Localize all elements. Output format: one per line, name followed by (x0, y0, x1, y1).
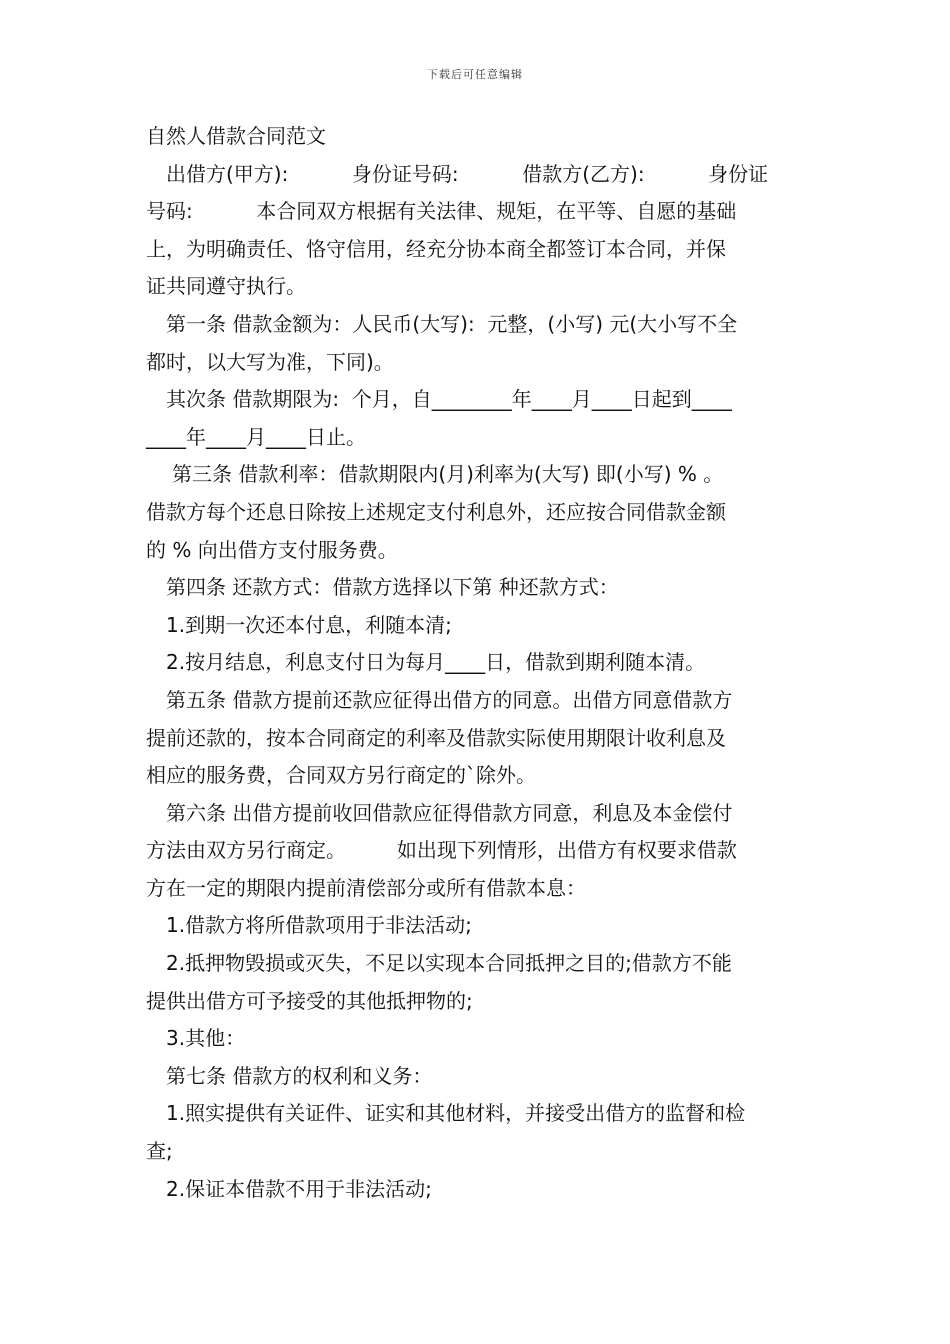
paragraph-line: 上，为明确责任、恪守信用，经充分协本商全都签订本合同，并保 (146, 236, 726, 261)
list-item: 1.到期一次还本付息，利随本清; (166, 612, 452, 637)
paragraph-line: 查; (146, 1139, 173, 1164)
list-item: 1.借款方将所借款项用于非法活动; (166, 913, 472, 938)
paragraph-line: 方法由双方另行商定。 如出现下列情形，出借方有权要求借款 (146, 838, 737, 863)
list-item: 2.保证本借款不用于非法活动; (166, 1176, 432, 1201)
paragraph-line: 号码: 本合同双方根据有关法律、规矩，在平等、自愿的基础 (146, 199, 737, 224)
list-item: 1.照实提供有关证件、证实和其他材料，并接受出借方的监督和检 (166, 1101, 746, 1126)
paragraph-line: 第七条 借款方的权利和义务： (166, 1063, 433, 1088)
document-title: 自然人借款合同范文 (146, 124, 326, 148)
paragraph-line: 其次条 借款期限为: 个月，自________年____月____日起到____ (166, 387, 732, 412)
list-item: 3.其他： (166, 1026, 246, 1051)
paragraph-line: 提前还款的，按本合同商定的利率及借款实际使用期限计收利息及 (146, 725, 726, 750)
paragraph-line: 提供出借方可予接受的其他抵押物的; (146, 988, 473, 1013)
paragraph-line: 第六条 出借方提前收回借款应征得借款方同意，利息及本金偿付 (166, 800, 733, 825)
paragraph-line: 证共同遵守执行。 (146, 274, 306, 299)
paragraph-line: 借款方每个还息日除按上述规定支付利息外，还应按合同借款金额 (146, 499, 726, 524)
paragraph-line: 第一条 借款金额为：人民币(大写): 元整，(小写) 元(大小写不全 (166, 311, 738, 336)
paragraph-line: 第五条 借款方提前还款应征得出借方的同意。出借方同意借款方 (166, 687, 733, 712)
paragraph-line: 第四条 还款方式：借款方选择以下第 种还款方式： (166, 575, 619, 600)
paragraph-line: 相应的服务费，合同双方另行商定的`除外。 (146, 763, 536, 788)
paragraph-line: 的 % 向出借方支付服务费。 (146, 537, 398, 562)
paragraph-line: 出借方(甲方): 身份证号码: 借款方(乙方): 身份证 (166, 161, 769, 186)
paragraph-line: ____年____月____日止。 (146, 424, 366, 449)
list-item: 2.按月结息，利息支付日为每月____日，借款到期利随本清。 (166, 650, 706, 675)
paragraph-line: 第三条 借款利率：借款期限内(月)利率为(大写) 即(小写) % 。 (172, 462, 724, 487)
paragraph-line: 都时，以大写为准，下同)。 (146, 349, 394, 374)
list-item: 2.抵押物毁损或灭失，不足以实现本合同抵押之目的;借款方不能 (166, 951, 732, 976)
page-header: 下载后可任意编辑 (427, 68, 523, 81)
paragraph-line: 方在一定的期限内提前清偿部分或所有借款本息： (146, 875, 586, 900)
document-body (146, 118, 808, 1208)
